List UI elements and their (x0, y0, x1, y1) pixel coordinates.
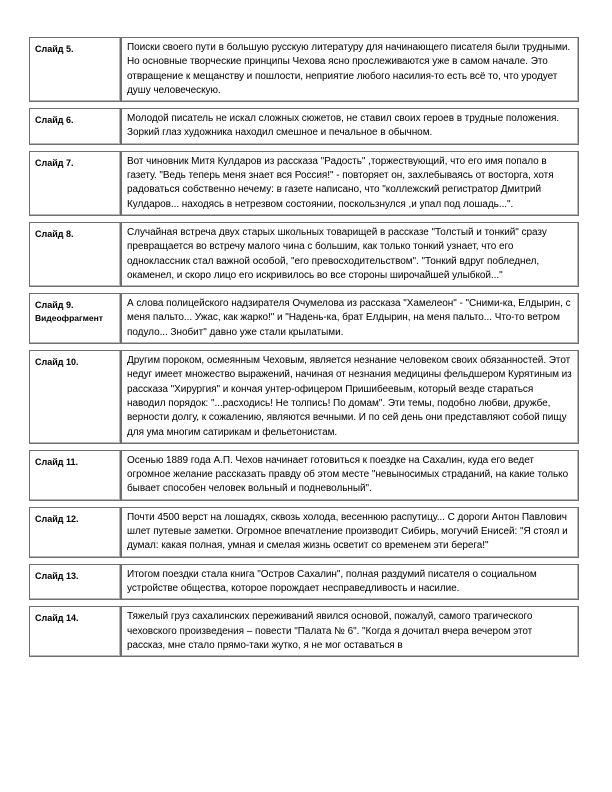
slide-label: Слайд 8. (35, 228, 74, 239)
slide-text-cell (121, 222, 579, 287)
slide-label: Слайд 11. (35, 456, 78, 467)
slide-text-cell (121, 450, 579, 501)
slide-label: Слайд 14. (35, 613, 79, 624)
table-row (29, 350, 579, 444)
slide-text-cell (121, 37, 579, 102)
slide-text: Другим пороком, осмеянным Чеховым, является незнание человеком своих обязанностей. Этот недуг имеет множество выражений, начиная от незнания медицины фельдшером Курятиным из рассказа "Хирургия" и кончая унтер-офицером Пришибеевым, который везде стараться наводил порядок: "...расходись! Не толпись! По домам". Эти темы, подобно любви, дружбе, верности долгу, к сожалению, являются вечными. И по сей день они представляют собой пищу для ума многим сатирикам и фельетонистам. (127, 355, 572, 438)
table-row (29, 37, 579, 102)
slide-label: Слайд 10. (35, 357, 79, 368)
slide-label-cell (29, 37, 121, 102)
slide-text: Молодой писатель не искал сложных сюжетов, не ставил своих героев в трудные положения. Зоркий глаз художника находил смешное и печальное в обычном. (127, 113, 560, 139)
slide-text-cell (121, 293, 579, 344)
slide-label-cell (29, 507, 121, 558)
slide-label-cell (29, 293, 121, 344)
slide-text: Случайная встреча двух старых школьных товарищей в рассказе "Толстый и тонкий" сразу превращается во встречу малого чина с большим, как только тонкий узнает, что его одноклассник стал важной особой, "его превосходительством". "Тонкий вдруг побледнел, окаменел, и скоро лицо его искривилось во все стороны широчайшей улыбкой..." (127, 226, 547, 281)
table-row (29, 108, 579, 145)
slide-text-cell (121, 507, 579, 558)
slide-label-cell (29, 450, 121, 501)
slides-script-table (29, 37, 579, 657)
slide-text: Вот чиновник Митя Кулдаров из рассказа "Радость" ,торжествующий, что его имя попало в газету. "Ведь теперь меня знает вся Россия!" - повторяет он, захлебываясь от восторга, хотя радоваться собственно нечему: в газете написано, что "коллежский регистратор Дмитрий Кулдаров... находясь в нетрезвом состоянии, поскользнулся ,и упал под лошадь...". (127, 155, 554, 210)
slide-text: Тяжелый груз сахалинских переживаний явился основой, пожалуй, самого трагического чеховского произведения – повести "Палата № 6". "Когда я дочитал вчера вечером этот рассказ, мне стало прямо-таки жутко, я не мог оставаться в (127, 611, 533, 651)
slide-label: Слайд 13. (35, 570, 79, 581)
table-row (29, 507, 579, 558)
slide-text: Итогом поездки стала книга "Остров Сахалин", полная раздумий писателя о социальном устройстве общества, которое порождает несправедливость и насилие. (127, 568, 537, 594)
table-row (29, 151, 579, 216)
slide-label-cell (29, 564, 121, 601)
slide-label-cell (29, 606, 121, 657)
table-row (29, 293, 579, 344)
slide-text-cell (121, 564, 579, 601)
slide-label: Слайд 7. (35, 157, 74, 168)
slide-label: Слайд 6. (35, 115, 74, 126)
slide-text-cell (121, 108, 579, 145)
slide-text-cell (121, 606, 579, 657)
table-row (29, 564, 579, 601)
slide-sublabel: Видеофрагмент (35, 313, 103, 324)
slide-label: Слайд 12. (35, 513, 79, 524)
table-row (29, 222, 579, 287)
slide-text-cell (121, 151, 579, 216)
slide-text: Поиски своего пути в большую русскую литературу для начинающего писателя были трудными. Но основные творческие принципы Чехова ясно прослеживаются уже в самом начале. Это отвращение к мещанству и пошлости, неприятие любого насилия-то есть всё то, что уродует душу человеческую. (127, 42, 571, 96)
slide-label-cell (29, 222, 121, 287)
table-row (29, 606, 579, 657)
slide-label-cell (29, 151, 121, 216)
table-row (29, 450, 579, 501)
slide-label-cell (29, 108, 121, 145)
slide-text: Осенью 1889 года А.П. Чехов начинает готовиться к поездке на Сахалин, куда его ведет огромное желание рассказать правду об этом месте "невыносимых страданий, на какие только бывает способен человек вольный и подневольный". (127, 454, 569, 495)
slide-text: Почти 4500 верст на лошадях, сквозь холода, весеннюю распутицу... С дороги Антон Павлович шлет путевые заметки. Огромное впечатление производит Сибирь, могучий Енисей: "Я стоял и думал: какая полная, умная и смелая жизнь осветит со временем эти берега!" (127, 511, 568, 552)
slide-label: Слайд 9. (35, 300, 74, 311)
slide-label-cell (29, 350, 121, 444)
slide-label: Слайд 5. (35, 44, 74, 54)
slide-text-cell (121, 350, 579, 444)
slide-text: А слова полицейского надзирателя Очумелова из рассказа "Хамелеон" - "Сними-ка, Елдырин, с меня пальто... Ужас, как жарко!" и "Надень-ка, брат Елдырин, на меня пальто... Что-то ветром подуло... Знобит" давно уже стали крылатыми. (127, 298, 571, 338)
